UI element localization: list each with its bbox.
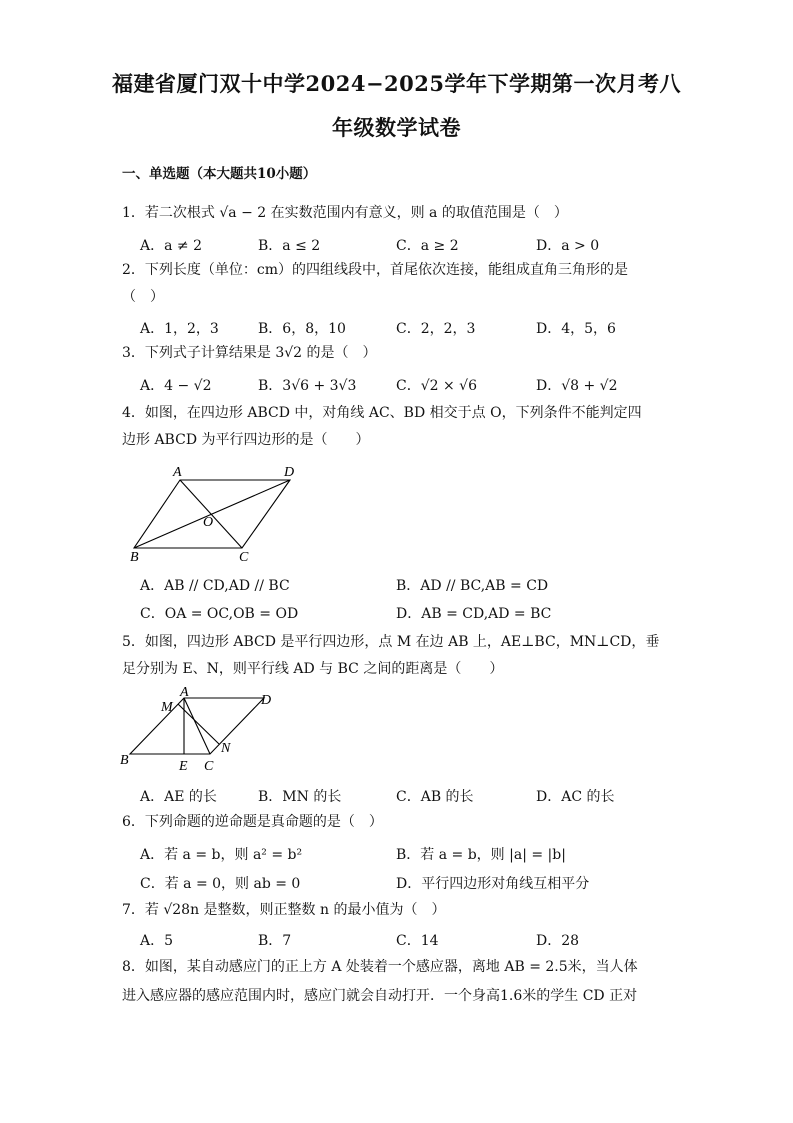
q7-option-a: A．5 <box>140 933 174 949</box>
label-b: B <box>130 550 139 565</box>
question-6-text: 6．下列命题的逆命题是真命题的是（ ） <box>122 814 383 830</box>
q5-option-b: B．MN 的长 <box>258 789 342 805</box>
q6-option-a: A．若 a = b，则 a² = b² <box>140 847 303 863</box>
q4-option-d: D．AB = CD,AD = BC <box>396 606 552 622</box>
question-1-text: 1．若二次根式 √a − 2 在实数范围内有意义，则 a 的取值范围是（ ） <box>122 205 568 221</box>
q1-option-b: B．a ≤ 2 <box>258 238 321 254</box>
q5-option-d: D．AC 的长 <box>536 789 615 805</box>
label-o: O <box>203 515 214 530</box>
q3-option-a: A．4 − √2 <box>140 378 212 394</box>
label-n: N <box>221 741 231 756</box>
q3-option-d: D．√8 + √2 <box>536 378 618 394</box>
label-m: M <box>161 700 173 715</box>
q5-option-c: C．AB 的长 <box>396 789 474 805</box>
question-8-text: 8．如图，某自动感应门的正上方 A 处装着一个感应器，离地 AB = 2.5米，当人体 <box>122 959 638 975</box>
q5-parallelogram-diagram <box>116 684 286 774</box>
question-4-text-cont: 边形 ABCD 为平行四边形的是（ ） <box>122 432 370 448</box>
diagonal-ac <box>184 698 210 754</box>
label-c: C <box>239 550 249 565</box>
label-d: D <box>261 693 272 708</box>
label-a: A <box>180 685 189 700</box>
q4-option-b: B．AD // BC,AB = CD <box>396 578 549 594</box>
question-4-text: 4．如图，在四边形 ABCD 中，对角线 AC、BD 相交于点 O，下列条件不能判定四 <box>122 405 642 421</box>
q7-option-b: B．7 <box>258 933 292 949</box>
label-d: D <box>284 465 295 480</box>
question-2-text: 2．下列长度（单位：cm）的四组线段中，首尾依次连接，能组成直角三角形的是 <box>122 262 629 278</box>
q3-option-c: C．√2 × √6 <box>396 378 477 394</box>
q2-option-b: B．6，8，10 <box>258 321 346 337</box>
q1-option-a: A．a ≠ 2 <box>140 238 202 254</box>
label-c: C <box>204 759 214 774</box>
question-5-text-cont: 足分别为 E、N，则平行线 AD 与 BC 之间的距离是（ ） <box>122 661 504 677</box>
q5-option-a: A．AE 的长 <box>140 789 217 805</box>
question-2-text-cont: （ ） <box>122 289 164 305</box>
q6-option-d: D．平行四边形对角线互相平分 <box>396 876 590 892</box>
exam-title-line2: 年级数学试卷 <box>332 115 461 140</box>
question-7-text: 7．若 √28n 是整数，则正整数 n 的最小值为（ ） <box>122 902 446 918</box>
question-3-text: 3．下列式子计算结果是 3√2 的是（ ） <box>122 345 377 361</box>
question-5-text: 5．如图，四边形 ABCD 是平行四边形，点 M 在边 AB 上，AE⊥BC，MN⊥CD，垂 <box>122 634 660 650</box>
q6-option-c: C．若 a = 0，则 ab = 0 <box>140 876 301 892</box>
q4-option-a: A．AB // CD,AD // BC <box>140 578 290 594</box>
q3-option-b: B．3√6 + 3√3 <box>258 378 357 394</box>
question-8-text-cont: 进入感应器的感应范围内时，感应门就会自动打开．一个身高1.6米的学生 CD 正对 <box>122 988 638 1004</box>
q2-option-d: D．4，5，6 <box>536 321 616 337</box>
q6-option-b: B．若 a = b，则 |a| = |b| <box>396 847 566 863</box>
q4-option-c: C．OA = OC,OB = OD <box>140 606 299 622</box>
section-heading: 一、单选题（本大题共10小题） <box>122 166 317 182</box>
q2-option-c: C．2，2，3 <box>396 321 476 337</box>
q2-option-a: A．1，2，3 <box>140 321 219 337</box>
q1-option-c: C．a ≥ 2 <box>396 238 459 254</box>
q7-option-d: D．28 <box>536 933 580 949</box>
label-e: E <box>179 759 188 774</box>
q7-option-c: C．14 <box>396 933 439 949</box>
label-b: B <box>120 753 129 768</box>
label-a: A <box>173 465 182 480</box>
q4-parallelogram-diagram <box>124 460 304 566</box>
exam-title-line1: 福建省厦门双十中学2024−2025学年下学期第一次月考八 <box>112 71 681 96</box>
q1-option-d: D．a > 0 <box>536 238 600 254</box>
